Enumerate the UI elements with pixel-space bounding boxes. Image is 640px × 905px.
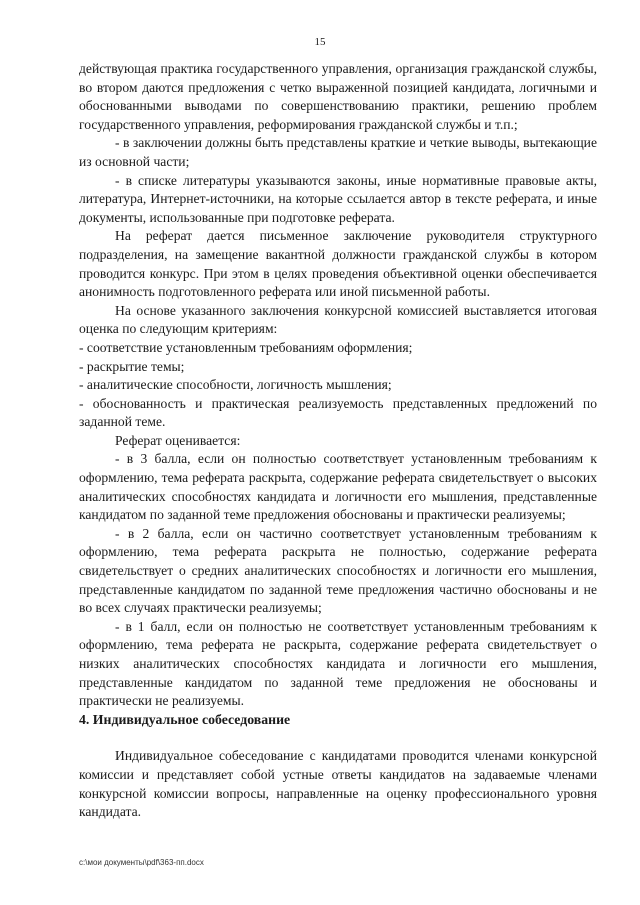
criteria-item-feasibility: - обоснованность и практическая реализуемость представленных предложений по заданной теме. [79, 395, 597, 430]
page-number: 15 [314, 36, 326, 48]
section-heading: 4. Индивидуальное собеседование [79, 711, 291, 727]
paragraph-literature-item: - в списке литературы указываются законы, иные нормативные правовые акты, литература, Интернет-источники, на которые ссылается автор в тексте реферата, и иные документы, использованные при подготовке реферата. [79, 172, 597, 225]
document-body [79, 60, 597, 822]
footer-file-path: c:\мои документы\pdf\363-пп.docx [79, 858, 204, 867]
section-paragraph: Индивидуальное собеседование с кандидатами проводится членами конкурсной комиссии и представляет собой устные ответы кандидатов на задаваемые членами конкурсной комиссии вопросы, направленные на оценку профессионального уровня кандидата. [79, 748, 597, 820]
grade-2-description: - в 2 балла, если он частично соответствует установленным требованиям к оформлению, тема реферата раскрыта не полностью, содержание реферата свидетельствует о средних аналитических способностях и логичности его мышления, представленные кандидатом по заданной теме предложения частично обоснованы и не во всех случаях практически реализуемы; [79, 525, 597, 616]
paragraph-continuation: действующая практика государственного управления, организация гражданской службы, во втором даются предложения с четко выраженной позицией кандидата, логичными и обоснованными выводами по совершенствованию практики, решению проблем государственного управления, реформирования гражданской службы и т.п.; [79, 61, 597, 132]
paragraph-conclusion-item: - в заключении должны быть представлены краткие и четкие выводы, вытекающие из основной части; [79, 135, 597, 169]
criteria-item-topic: - раскрытие темы; [79, 358, 185, 374]
grade-1-description: - в 1 балл, если он полностью не соответствует установленным требованиям к оформлению, тема реферата не раскрыта, содержание реферата свидетельствует о низких аналитических способностях кандидата и логичности его мышления, представленные кандидатом по заданной теме предложения не обоснованы и практически не реализуемы. [79, 618, 597, 709]
paragraph-grading-intro: Реферат оценивается: [115, 432, 241, 448]
paragraph-criteria-intro: На основе указанного заключения конкурсной комиссией выставляется итоговая оценка по следующим критериям: [79, 302, 597, 337]
criteria-item-formatting: - соответствие установленным требованиям оформления; [79, 339, 413, 355]
paragraph-review: На реферат дается письменное заключение руководителя структурного подразделения, на замещение вакантной должности гражданской службы в котором проводится конкурс. При этом в целях проведения объективной оценки обеспечивается анонимность подготовленного реферата или иной письменной работы. [79, 228, 597, 300]
criteria-item-analytics: - аналитические способности, логичность мышления; [79, 377, 392, 393]
grade-3-description: - в 3 балла, если он полностью соответствует установленным требованиям к оформлению, тема реферата раскрыта, содержание реферата свидетельствует о высоких аналитических способностях кандидата и логичности его мышления, представленные кандидатом по заданной теме предложения обоснованы и практически реализуемы; [79, 451, 597, 523]
